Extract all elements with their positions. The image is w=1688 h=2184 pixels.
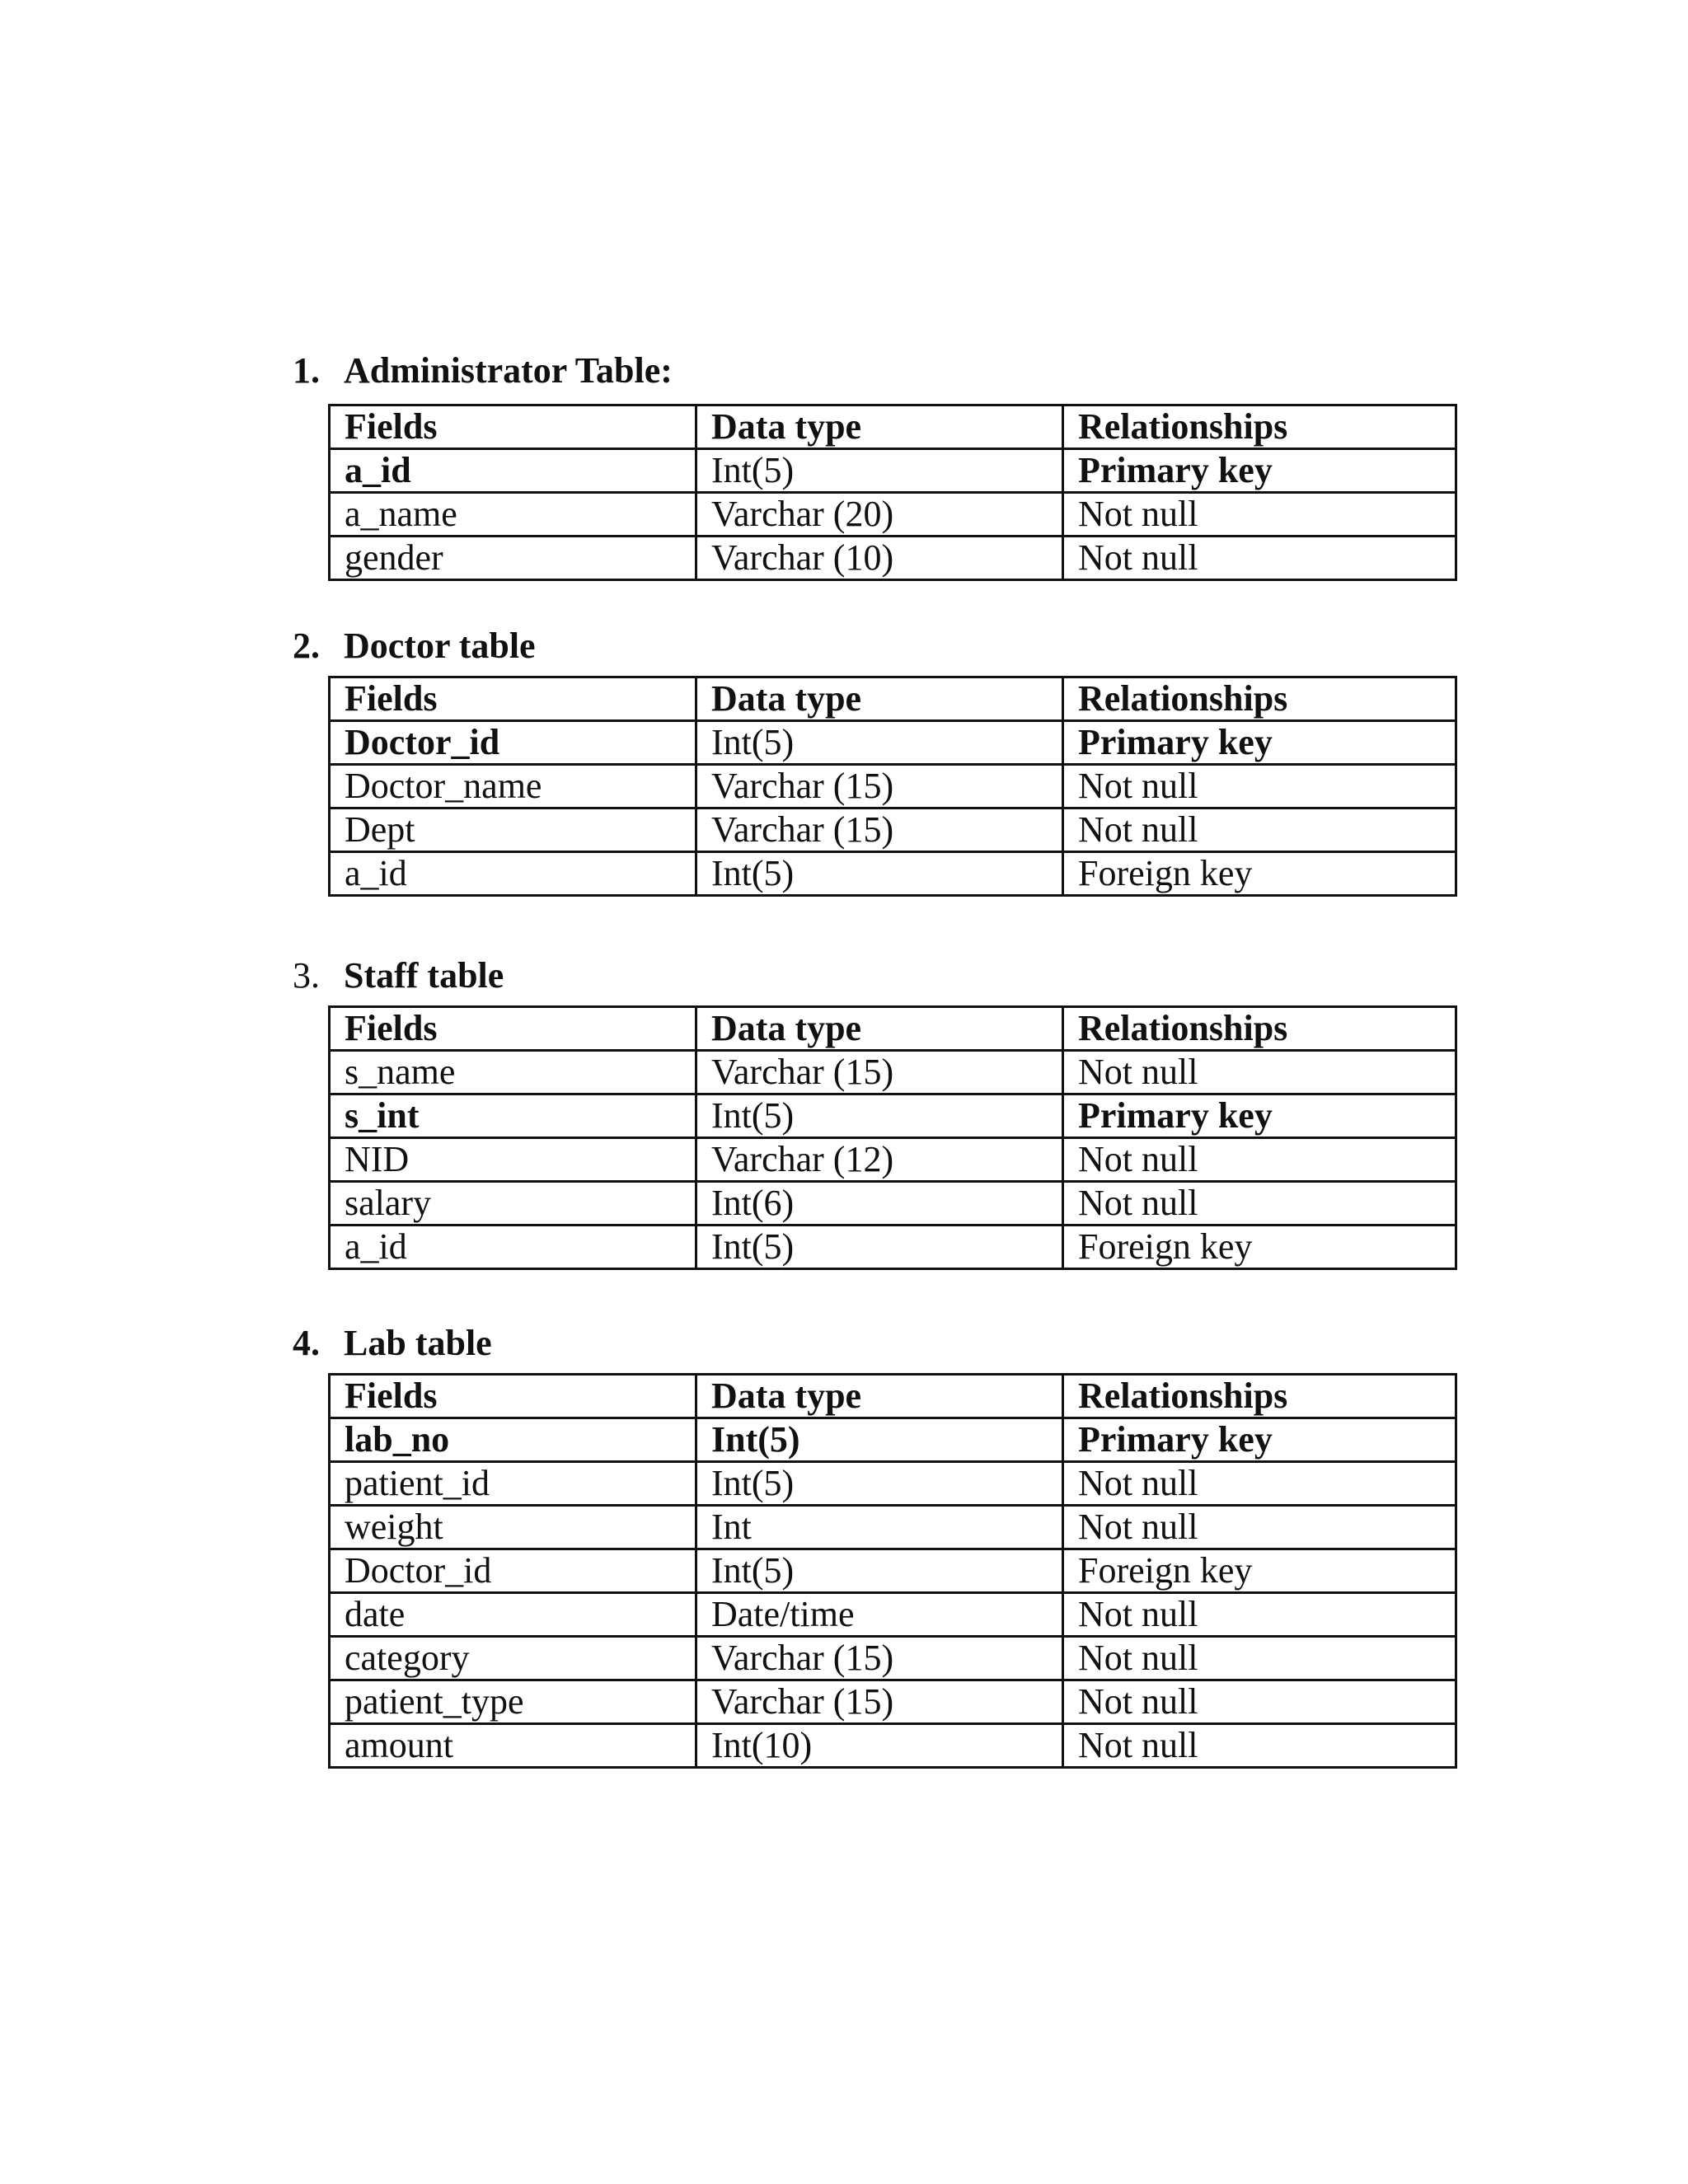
- table-row: [330, 1182, 1456, 1226]
- field-cell: gender: [330, 537, 696, 580]
- field-cell: s_name: [330, 1051, 696, 1094]
- header-data-type: Data type: [696, 1007, 1063, 1051]
- header-relationships: Relationships: [1063, 1375, 1456, 1418]
- section-heading: [293, 954, 1447, 997]
- table-row: [330, 1680, 1456, 1724]
- header-fields: Fields: [330, 1375, 696, 1418]
- section-number: 2.: [293, 626, 320, 666]
- relationship-cell: Foreign key: [1063, 1549, 1456, 1593]
- section-heading: [293, 625, 1447, 668]
- header-fields: Fields: [330, 405, 696, 449]
- data-type-cell: Int(5): [696, 1226, 1063, 1269]
- relationship-cell: Not null: [1063, 1506, 1456, 1549]
- relationship-cell: Primary key: [1063, 1094, 1456, 1138]
- data-type-cell: Varchar (10): [696, 537, 1063, 580]
- relationship-cell: Not null: [1063, 1051, 1456, 1094]
- relationship-cell: Not null: [1063, 1462, 1456, 1506]
- section-lab: [293, 1322, 1447, 1765]
- field-cell: patient_type: [330, 1680, 696, 1724]
- table-row: [330, 1637, 1456, 1680]
- table-header-row: [330, 405, 1456, 449]
- data-type-cell: Date/time: [696, 1593, 1063, 1637]
- field-cell: Doctor_name: [330, 765, 696, 808]
- field-cell: salary: [330, 1182, 696, 1226]
- table-row: [330, 1506, 1456, 1549]
- section-heading: [293, 349, 1447, 392]
- table-row: [330, 537, 1456, 580]
- lab-table: [328, 1373, 1457, 1769]
- header-data-type: Data type: [696, 1375, 1063, 1418]
- field-cell: Dept: [330, 808, 696, 852]
- section-number: 3.: [293, 955, 320, 996]
- table-row: [330, 1549, 1456, 1593]
- table-row: [330, 1094, 1456, 1138]
- field-cell: a_id: [330, 449, 696, 493]
- relationship-cell: Not null: [1063, 765, 1456, 808]
- relationship-cell: Primary key: [1063, 449, 1456, 493]
- field-cell: a_id: [330, 852, 696, 896]
- header-fields: Fields: [330, 677, 696, 721]
- data-type-cell: Int(5): [696, 1094, 1063, 1138]
- table-row: [330, 1724, 1456, 1768]
- field-cell: Doctor_id: [330, 1549, 696, 1593]
- field-cell: category: [330, 1637, 696, 1680]
- field-cell: patient_id: [330, 1462, 696, 1506]
- data-type-cell: Int(10): [696, 1724, 1063, 1768]
- staff-table: [328, 1005, 1457, 1270]
- data-type-cell: Int(5): [696, 449, 1063, 493]
- table-row: [330, 1138, 1456, 1182]
- data-type-cell: Varchar (20): [696, 493, 1063, 537]
- relationship-cell: Not null: [1063, 1593, 1456, 1637]
- relationship-cell: Not null: [1063, 1637, 1456, 1680]
- header-relationships: Relationships: [1063, 1007, 1456, 1051]
- table-row: [330, 1462, 1456, 1506]
- section-staff: [293, 954, 1447, 1267]
- table-row: [330, 765, 1456, 808]
- section-title: Lab table: [344, 1323, 492, 1363]
- data-type-cell: Varchar (15): [696, 1637, 1063, 1680]
- table-row: [330, 493, 1456, 537]
- data-type-cell: Int: [696, 1506, 1063, 1549]
- field-cell: date: [330, 1593, 696, 1637]
- section-number: 4.: [293, 1323, 320, 1363]
- relationship-cell: Not null: [1063, 1724, 1456, 1768]
- data-type-cell: Varchar (15): [696, 765, 1063, 808]
- field-cell: amount: [330, 1724, 696, 1768]
- data-type-cell: Varchar (15): [696, 808, 1063, 852]
- relationship-cell: Not null: [1063, 1138, 1456, 1182]
- relationship-cell: Primary key: [1063, 721, 1456, 765]
- table-header-row: [330, 1007, 1456, 1051]
- field-cell: lab_no: [330, 1418, 696, 1462]
- table-header-row: [330, 677, 1456, 721]
- data-type-cell: Varchar (15): [696, 1680, 1063, 1724]
- field-cell: a_name: [330, 493, 696, 537]
- relationship-cell: Not null: [1063, 537, 1456, 580]
- table-row: [330, 1226, 1456, 1269]
- doctor-table: [328, 676, 1457, 897]
- relationship-cell: Not null: [1063, 1182, 1456, 1226]
- administrator-table: [328, 404, 1457, 581]
- relationship-cell: Foreign key: [1063, 1226, 1456, 1269]
- section-heading: [293, 1322, 1447, 1365]
- table-row: [330, 852, 1456, 896]
- field-cell: Doctor_id: [330, 721, 696, 765]
- section-title: Administrator Table:: [344, 350, 673, 391]
- header-fields: Fields: [330, 1007, 696, 1051]
- data-type-cell: Int(5): [696, 1549, 1063, 1593]
- header-relationships: Relationships: [1063, 677, 1456, 721]
- field-cell: NID: [330, 1138, 696, 1182]
- section-title: Doctor table: [344, 626, 536, 666]
- table-header-row: [330, 1375, 1456, 1418]
- table-row: [330, 1418, 1456, 1462]
- relationship-cell: Not null: [1063, 808, 1456, 852]
- data-type-cell: Int(5): [696, 1462, 1063, 1506]
- relationship-cell: Primary key: [1063, 1418, 1456, 1462]
- field-cell: a_id: [330, 1226, 696, 1269]
- section-title: Staff table: [344, 955, 504, 996]
- table-row: [330, 1051, 1456, 1094]
- table-row: [330, 721, 1456, 765]
- field-cell: weight: [330, 1506, 696, 1549]
- data-type-cell: Varchar (15): [696, 1051, 1063, 1094]
- relationship-cell: Not null: [1063, 493, 1456, 537]
- data-type-cell: Int(5): [696, 1418, 1063, 1462]
- field-cell: s_int: [330, 1094, 696, 1138]
- section-administrator: [293, 349, 1447, 578]
- relationship-cell: Not null: [1063, 1680, 1456, 1724]
- table-row: [330, 449, 1456, 493]
- header-data-type: Data type: [696, 405, 1063, 449]
- section-number: 1.: [293, 350, 320, 391]
- data-type-cell: Int(5): [696, 721, 1063, 765]
- data-type-cell: Int(5): [696, 852, 1063, 896]
- header-relationships: Relationships: [1063, 405, 1456, 449]
- section-doctor: [293, 625, 1447, 893]
- table-row: [330, 808, 1456, 852]
- data-type-cell: Varchar (12): [696, 1138, 1063, 1182]
- table-row: [330, 1593, 1456, 1637]
- data-type-cell: Int(6): [696, 1182, 1063, 1226]
- header-data-type: Data type: [696, 677, 1063, 721]
- relationship-cell: Foreign key: [1063, 852, 1456, 896]
